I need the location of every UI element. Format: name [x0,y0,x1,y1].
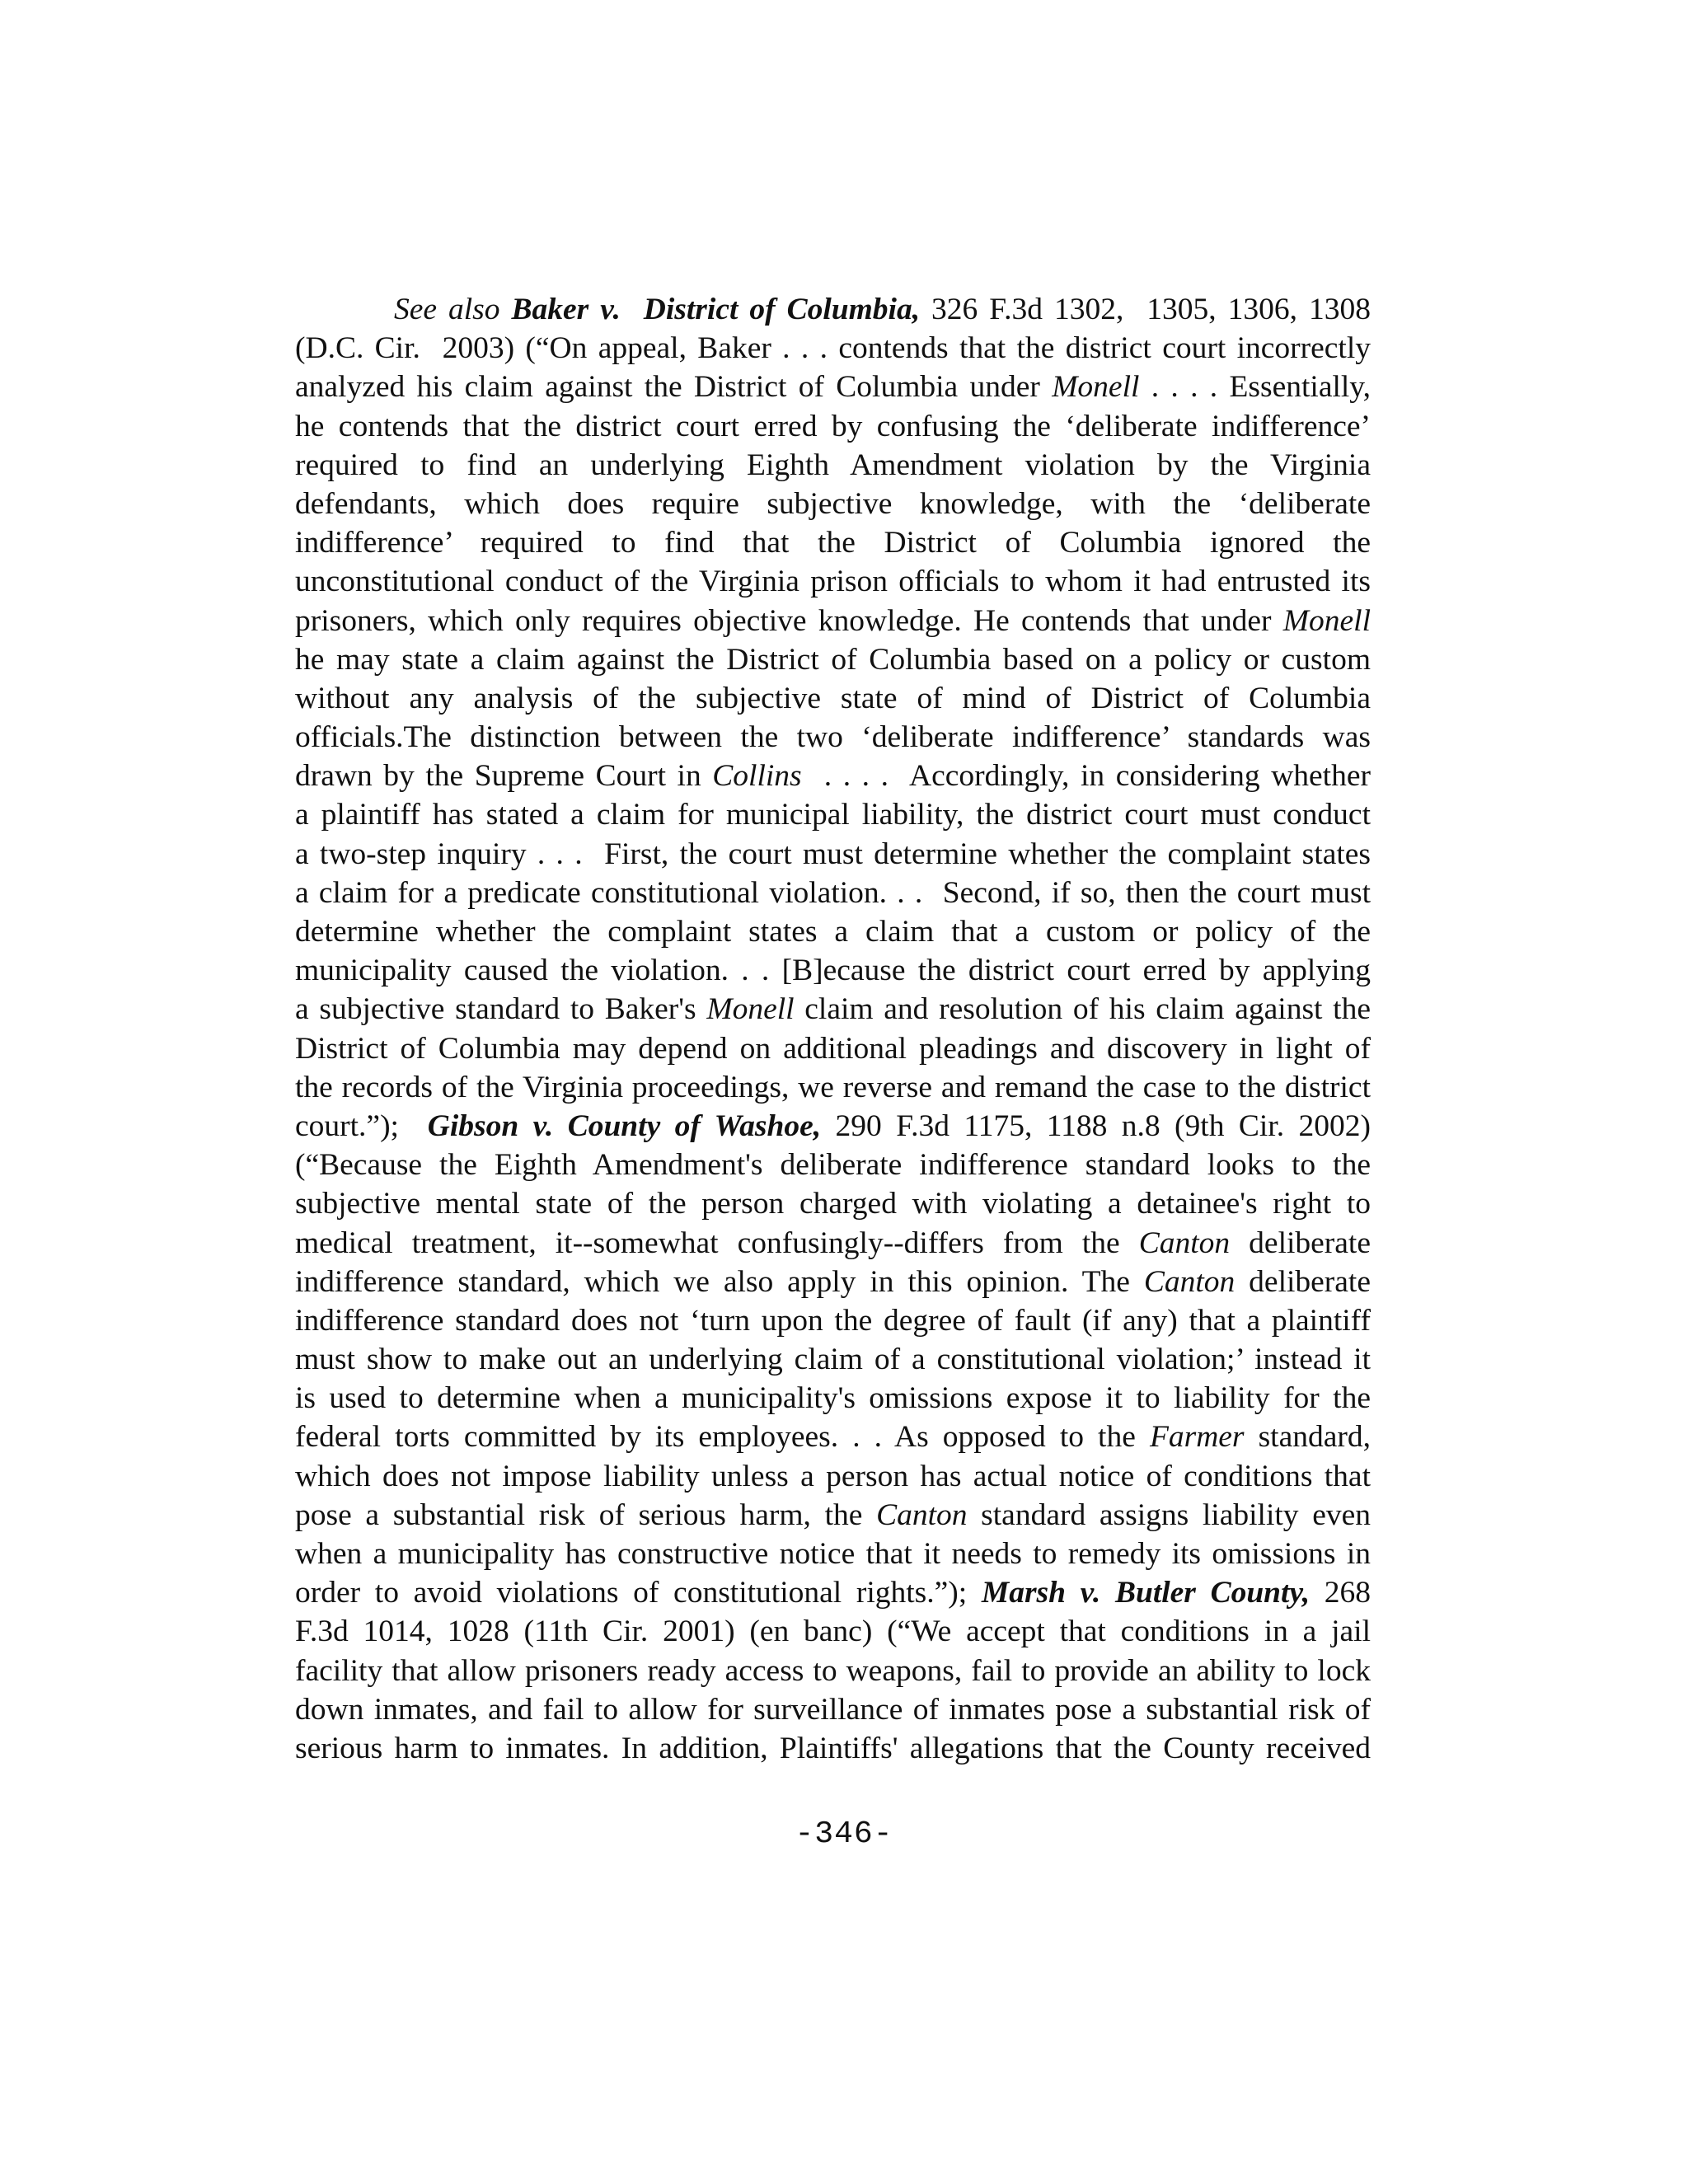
text-run: defendants, which does require subjective knowledge, with the ‘deliberate [295,486,1371,521]
text-run: required to find an underlying Eighth Amendment violation by the Virginia [295,448,1371,482]
text-line [295,1496,1371,1535]
text-run: a plaintiff has stated a claim for municipal liability, the district court must conduct [295,798,1371,832]
text-line [295,835,1371,874]
text-run: analyzed his claim against the District of Columbia under [295,370,1053,405]
text-line [295,1068,1371,1107]
italic-text: Monell [706,992,795,1027]
text-line [295,718,1371,757]
text-run: down inmates, and fail to allow for surveillance of inmates pose a substantial risk of [295,1692,1371,1727]
text-line [295,1573,1371,1612]
text-run: must show to make out an underlying claim of a constitutional violation;’ instead it [295,1343,1371,1377]
text-run: standard assigns liability even [967,1497,1371,1532]
text-run: subjective mental state of the person charged with violating a detainee's right to [295,1187,1371,1221]
text-line [295,407,1371,446]
text-run: order to avoid violations of constitutional rights.”); [295,1576,982,1610]
text-run: unconstitutional conduct of the Virginia prison officials to whom it had entrusted its [295,565,1371,599]
text-run: indifference’ required to find that the District of Columbia ignored the [295,526,1371,560]
text-line [295,1729,1371,1768]
text-line [295,1340,1371,1379]
text-run: indifference standard, which we also apply in this opinion. The [295,1264,1144,1299]
text-line [295,1418,1371,1456]
case-name: Marsh v. Butler County, [981,1576,1311,1610]
italic-text: Canton [876,1497,968,1532]
text-run: when a municipality has constructive notice that it needs to remedy its omissions in [295,1537,1371,1571]
text-run: 326 F.3d 1302, 1305, 1306, 1308 [920,293,1371,326]
page-number: -346- [795,1816,893,1852]
text-run: municipality caused the violation. . . [B]ecause the district court erred by applying [295,954,1371,988]
text-line [295,912,1371,951]
text-run: federal torts committed by its employees. . . As opposed to the [295,1420,1150,1455]
italic-text: Monell [1052,370,1140,405]
text-line [295,951,1371,990]
text-line [295,368,1371,406]
text-run: claim and resolution of his claim against the [794,992,1371,1027]
text-line [295,290,1371,329]
case-name: Gibson v. County of Washoe, [427,1108,822,1143]
text-run: without any analysis of the subjective state of mind of District of Columbia [295,681,1371,715]
italic-text: Canton [1143,1264,1236,1299]
text-line [295,1379,1371,1418]
text-line [295,874,1371,912]
text-line [295,1184,1371,1223]
text-line [295,446,1371,485]
text-line [295,1612,1371,1651]
text-line [295,679,1371,718]
text-run: (“Because the Eighth Amendment's deliberate indifference standard looks to the [295,1148,1371,1183]
text-line [295,1690,1371,1729]
text-run: which does not impose liability unless a person has actual notice of conditions that [295,1459,1371,1493]
text-line [295,1535,1371,1573]
case-name: Baker v. District of Columbia, [511,293,921,326]
italic-text: Farmer [1149,1420,1245,1455]
text-line [295,329,1371,368]
text-run: determine whether the complaint states a claim that a custom or policy of the [295,915,1371,949]
text-line [295,1146,1371,1184]
text-run: District of Columbia may depend on additional pleadings and discovery in light of [295,1031,1371,1066]
text-line [295,485,1371,523]
text-run: indifference standard does not ‘turn upon the degree of fault (if any) that a plaintiff [295,1303,1371,1338]
text-run: officials.The distinction between the two ‘deliberate indifference’ standards was [295,720,1371,755]
text-run: . . . . Accordingly, in considering whether [801,759,1371,794]
text-run: . . . . Essentially, [1139,370,1371,405]
text-line [295,1263,1371,1301]
text-line [295,1652,1371,1690]
text-line [295,523,1371,562]
text-line [295,795,1371,834]
text-run: deliberate [1230,1226,1371,1260]
body-paragraph [295,290,1371,1768]
text-run: he may state a claim against the District of Columbia based on a policy or custom [295,642,1371,677]
text-run: the records of the Virginia proceedings, we reverse and remand the case to the district [295,1070,1371,1104]
text-line [295,562,1371,601]
text-run: a two-step inquiry . . . First, the court must determine whether the complaint states [295,837,1371,871]
text-line [295,1301,1371,1340]
text-line [295,990,1371,1029]
text-run: serious harm to inmates. In addition, Plaintiffs' allegations that the County received [295,1731,1371,1765]
text-run: is used to determine when a municipality's omissions expose it to liability for the [295,1381,1371,1416]
text-line [295,1107,1371,1146]
text-run: 290 F.3d 1175, 1188 n.8 (9th Cir. 2002) [821,1108,1371,1143]
text-run: a subjective standard to Baker's [295,992,707,1027]
text-run: deliberate [1235,1264,1371,1299]
italic-text: Canton [1138,1226,1231,1260]
italic-text: Collins [712,759,802,794]
text-run: a claim for a predicate constitutional violation. . . Second, if so, then the court must [295,875,1371,910]
text-line [295,1457,1371,1496]
text-run: facility that allow prisoners ready access to weapons, fail to provide an ability to lock [295,1653,1371,1688]
text-run: drawn by the Supreme Court in [295,759,713,794]
text-run: (D.C. Cir. 2003) (“On appeal, Baker . . . contends that the district court incorrectly [295,331,1371,366]
text-run: he contends that the district court erred by confusing the ‘deliberate indifference’ [295,409,1371,443]
text-run: F.3d 1014, 1028 (11th Cir. 2001) (en banc) (“We accept that conditions in a jail [295,1615,1371,1649]
text-run: prisoners, which only requires objective knowledge. He contends that under [295,603,1283,638]
text-run: pose a substantial risk of serious harm, the [295,1497,877,1532]
text-run: court.”); [295,1108,428,1143]
text-line [295,1029,1371,1068]
text-run: medical treatment, it--somewhat confusingly--differs from the [295,1226,1139,1260]
text-line [295,640,1371,679]
text-run: 268 [1310,1576,1372,1610]
text-line [295,1224,1371,1263]
italic-text: Monell [1282,603,1371,638]
text-line [295,602,1371,640]
text-line [295,757,1371,795]
italic-text: See also [394,293,512,326]
text-run: standard, [1244,1420,1371,1455]
